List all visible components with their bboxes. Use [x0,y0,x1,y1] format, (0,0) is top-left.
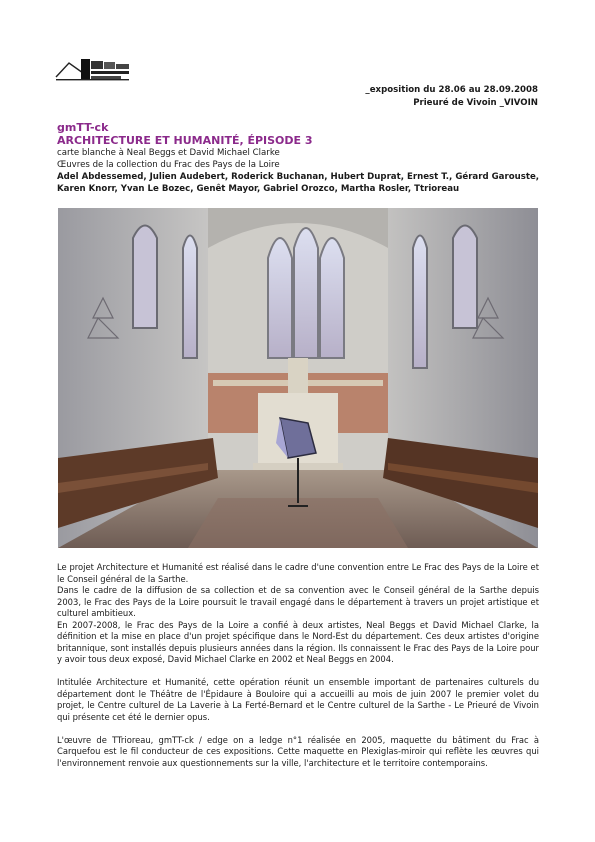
exhibition-dates: _exposition du 28.06 au 28.09.2008 [365,85,538,95]
exhibition-title: ARCHITECTURE ET HUMANITÉ, ÉPISODE 3 [57,134,313,147]
paragraph-convention: Le projet Architecture et Humanité est réalisé dans le cadre d'une convention entre Le Frac des Pays de la Loire et le Conseil général de la Sarthe. [57,562,539,584]
exhibition-info [365,84,538,110]
paragraph-artwork: L'œuvre de TTrioreau, gmTT-ck / edge on a ledge n°1 réalisée en 2005, maquette du bâtiment du Frac à Carquefou est le fil conducteur de ces expositions. Cette maquette en Plexiglas-miroir qui reflète les œuvres qui l'environnement renvoie aux questionnements sur la ville, l'architecture et le territoire contemporains. [57,734,539,768]
artists-list-line-2: Karen Knorr, Yvan Le Bozec, Genêt Mayor, Gabriel Orozco, Martha Rosler, Ttrioreau [57,184,460,194]
exhibition-venue: Prieuré de Vivoin _VIVOIN [413,98,538,108]
collection-line: Œuvres de la collection du Frac des Pays de la Loire [57,160,280,170]
artists-list-line-1: Adel Abdessemed, Julien Audebert, Roderick Buchanan, Hubert Duprat, Ernest T., Gérard Garouste, [57,172,540,182]
paragraph-diffusion: Dans le cadre de la diffusion de sa collection et de sa convention avec le Conseil général de la Sarthe depuis 2003, le Frac des Pays de la Loire poursuit le travail engagé dans le département à travers un projet artistique et culturel ambitieux. [57,585,539,618]
carte-blanche-line: carte blanche à Neal Beggs et David Michael Clarke [57,148,280,158]
paragraph-artists: En 2007-2008, le Frac des Pays de la Loire a confié à deux artistes, Neal Beggs et David Michael Clarke, la définition et la mise en place d'un projet spécifique dans le Nord-Est du département. Ces deux artistes d'origine britannique, sont installés depuis plusieurs années dans la région. Ils connaissent le Frac des Pays de la Loire pour y avoir tous deux exposé, David Michael Clarke en 2002 et Neal Beggs en 2004. [57,619,539,664]
paragraph-partners: Intitulée Architecture et Humanité, cette opération réunit un ensemble important de partenaires culturels du département dont le Théâtre de l'Épidaure à Bouloire qui a accueilli au mois de juin 2007 le premier volet du projet, le Centre culturel de La Laverie à La Ferté-Bernard et le Centre culturel de la Sarthe - Le Prieuré de Vivoin qui présente cet été le dernier opus. [57,677,539,722]
body-text [57,562,539,769]
chapel-interior-photo [58,208,538,548]
frac-logo [55,55,131,83]
title-block [57,121,541,195]
artwork-artist: gmTT-ck [57,121,109,134]
